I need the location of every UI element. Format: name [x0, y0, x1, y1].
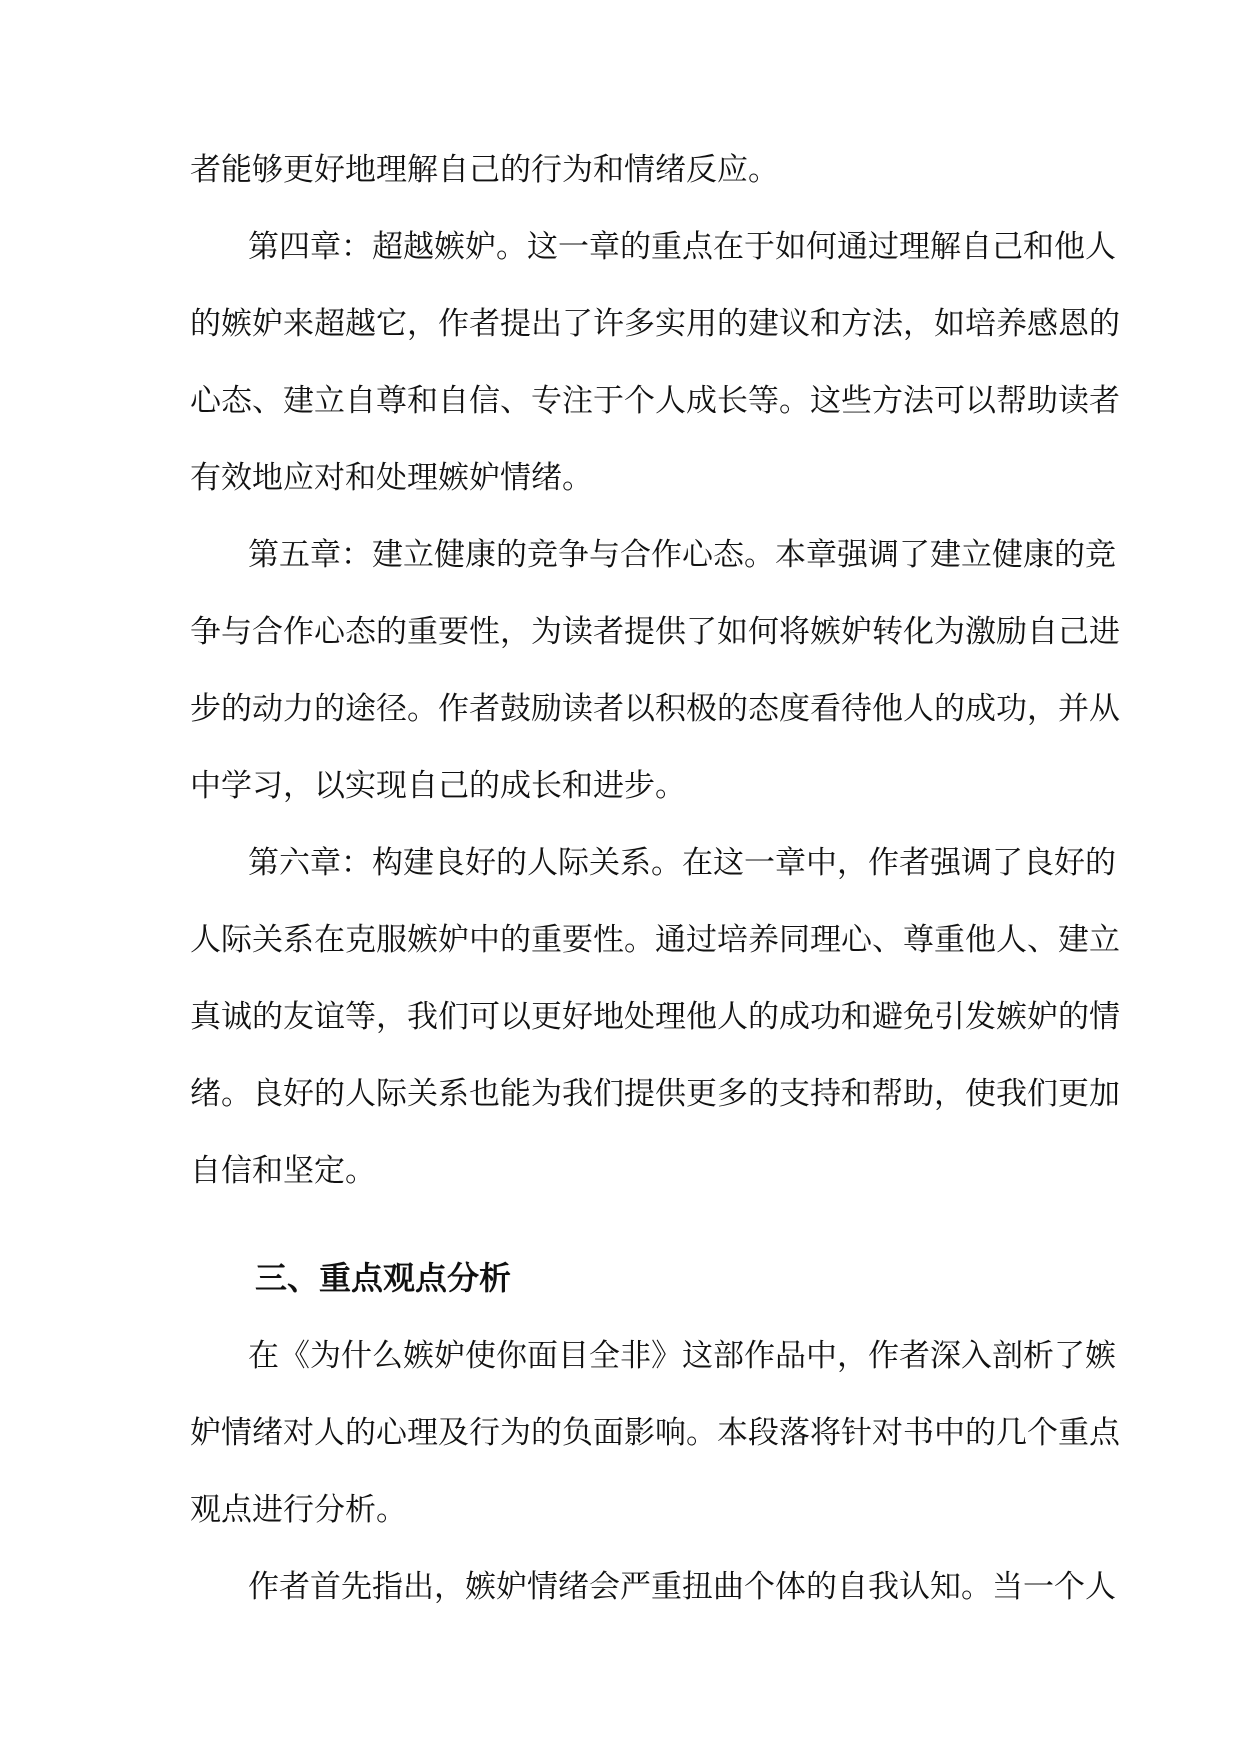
text-line: 第四章：超越嫉妒。这一章的重点在于如何通过理解自己和他人: [248, 229, 1116, 265]
text-line: 绪。良好的人际关系也能为我们提供更多的支持和帮助，使我们更加: [190, 1076, 1120, 1112]
section-gap: [190, 1210, 1058, 1240]
text-line: 在《为什么嫉妒使你面目全非》这部作品中，作者深入剖析了嫉: [248, 1338, 1116, 1374]
text-line: 有效地应对和处理嫉妒情绪。: [190, 460, 593, 496]
section-heading: 三、重点观点分析: [255, 1259, 512, 1297]
text-line: 观点进行分析。: [190, 1492, 407, 1528]
paragraph-chapter-five: [190, 517, 1120, 825]
text-line: 真诚的友谊等，我们可以更好地处理他人的成功和避免引发嫉妒的情: [190, 999, 1120, 1035]
text-line: 者能够更好地理解自己的行为和情绪反应。: [190, 152, 779, 188]
text-line: 妒情绪对人的心理及行为的负面影响。本段落将针对书中的几个重点: [190, 1415, 1120, 1451]
text-line: 第五章：建立健康的竞争与合作心态。本章强调了建立健康的竞: [248, 537, 1116, 573]
paragraph-analysis-intro: [190, 1318, 1120, 1549]
text-line: 心态、建立自尊和自信、专注于个人成长等。这些方法可以帮助读者: [190, 383, 1120, 419]
text-line: 自信和坚定。: [190, 1153, 376, 1189]
paragraph-chapter-four: [190, 209, 1120, 517]
text-line: 步的动力的途径。作者鼓励读者以积极的态度看待他人的成功，并从: [190, 691, 1120, 727]
paragraph-first-point: [190, 1549, 1116, 1626]
text-line: 争与合作心态的重要性，为读者提供了如何将嫉妒转化为激励自己进: [190, 614, 1120, 650]
text-line: 的嫉妒来超越它，作者提出了许多实用的建议和方法，如培养感恩的: [190, 306, 1120, 342]
paragraph-continuation: [190, 132, 1058, 209]
paragraph-chapter-six: [190, 825, 1120, 1210]
text-line: 人际关系在克服嫉妒中的重要性。通过培养同理心、尊重他人、建立: [190, 922, 1120, 958]
text-line: 第六章：构建良好的人际关系。在这一章中，作者强调了良好的: [248, 845, 1116, 881]
text-line: 中学习，以实现自己的成长和进步。: [190, 768, 686, 804]
text-line: 作者首先指出，嫉妒情绪会严重扭曲个体的自我认知。当一个人: [248, 1569, 1116, 1605]
document-page: [190, 132, 1120, 1626]
